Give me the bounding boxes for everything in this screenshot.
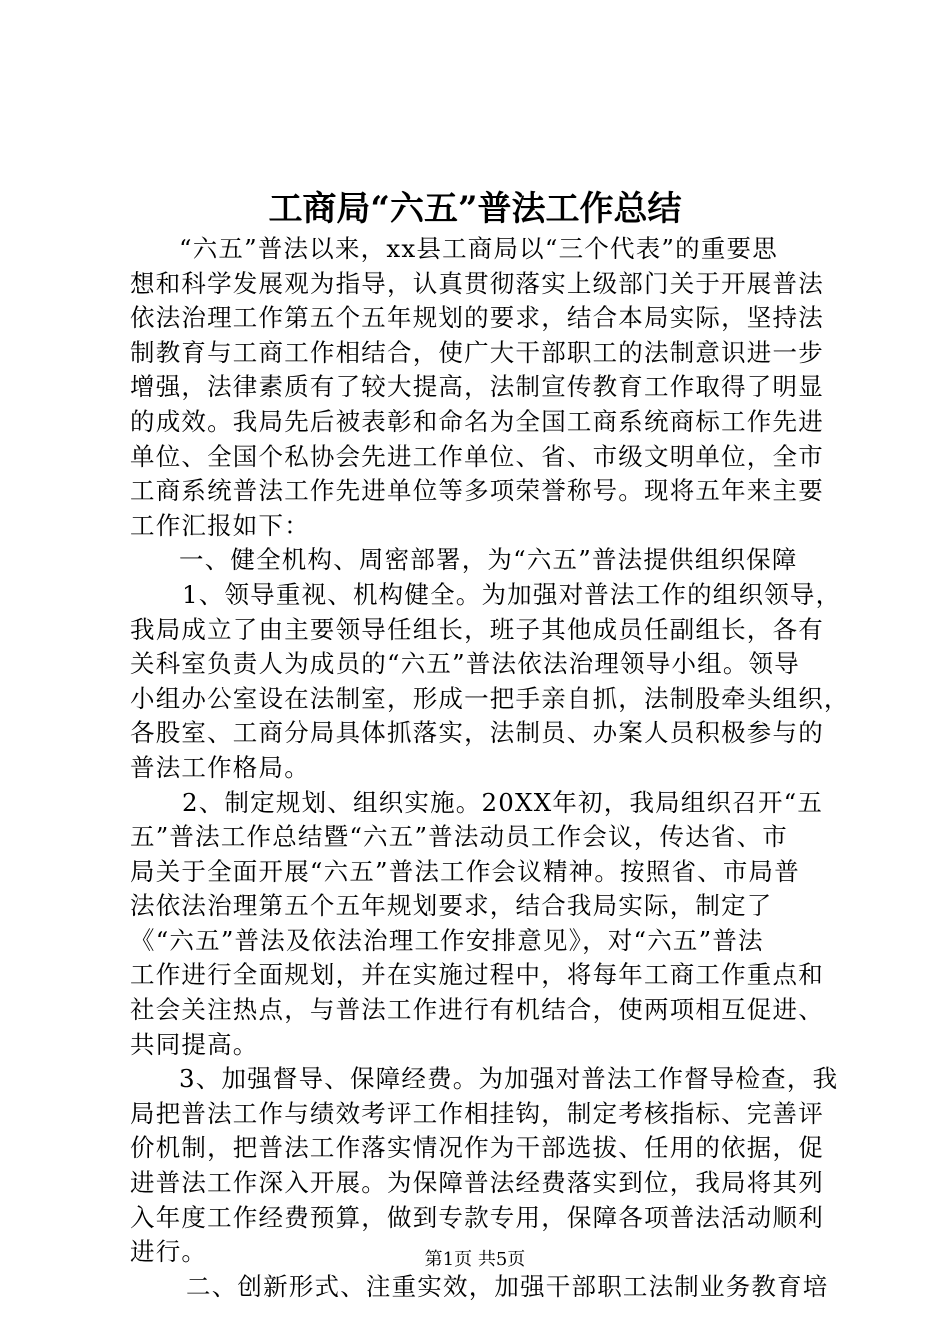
body-line: 价机制，把普法工作落实情况作为干部选拔、任用的依据，促 <box>130 1133 824 1163</box>
body-line: 关科室负责人为成员的“六五”普法依法治理领导小组。领导 <box>130 649 800 679</box>
body-line: 社会关注热点，与普法工作进行有机结合，使两项相互促进、 <box>130 995 824 1025</box>
document-body <box>130 232 850 1304</box>
section-heading: 二、创新形式、注重实效，加强干部职工法制业务教育培 <box>186 1271 829 1301</box>
body-line: 各股室、工商分局具体抓落实，法制员、办案人员积极参与的 <box>130 718 824 748</box>
body-line: 工商系统普法工作先进单位等多项荣誉称号。现将五年来主要 <box>130 476 824 506</box>
body-line: 入年度工作经费预算，做到专款专用，保障各项普法活动顺利 <box>130 1202 824 1232</box>
body-line: 《“六五”普法及依法治理工作安排意见》，对“六五”普法 <box>130 925 764 955</box>
body-line: 想和科学发展观为指导，认真贯彻落实上级部门关于开展普法 <box>130 268 824 298</box>
body-line: 进行。 <box>130 1237 208 1267</box>
body-line: 进普法工作深入开展。为保障普法经费落实到位，我局将其列 <box>130 1168 824 1198</box>
body-line: 依法治理工作第五个五年规划的要求，结合本局实际，坚持法 <box>130 303 824 333</box>
body-line: 2、制定规划、组织实施。20XX年初，我局组织召开“五 <box>182 787 824 817</box>
body-line: 局关于全面开展“六五”普法工作会议精神。按照省、市局普 <box>130 856 800 886</box>
page-number-footer: 第1页 共5页 <box>424 1249 526 1270</box>
section-heading: 一、健全机构、周密部署，为“六五”普法提供组织保障 <box>179 545 798 575</box>
body-line: 普法工作格局。 <box>130 752 310 782</box>
body-line: 工作汇报如下： <box>130 510 310 540</box>
body-line: 1、领导重视、机构健全。为加强对普法工作的组织领导， <box>182 579 842 609</box>
body-line: 3、加强督导、保障经费。为加强对普法工作督导检查，我 <box>179 1064 839 1094</box>
body-line: 工作进行全面规划，并在实施过程中，将每年工商工作重点和 <box>130 960 824 990</box>
body-line: 五”普法工作总结暨“六五”普法动员工作会议，传达省、市 <box>130 822 788 852</box>
body-line: 法依法治理第五个五年规划要求，结合我局实际，制定了 <box>130 891 773 921</box>
body-line: 的成效。我局先后被表彰和命名为全国工商系统商标工作先进 <box>130 406 824 436</box>
body-line: “六五”普法以来，xx县工商局以“三个代表”的重要思 <box>179 234 778 263</box>
body-line: 小组办公室设在法制室，形成一把手亲自抓，法制股牵头组织， <box>130 683 850 713</box>
body-line: 制教育与工商工作相结合，使广大干部职工的法制意识进一步 <box>130 337 824 367</box>
body-line: 单位、全国个私协会先进工作单位、省、市级文明单位，全市 <box>130 441 824 471</box>
body-line: 增强，法律素质有了较大提高，法制宣传教育工作取得了明显 <box>130 372 824 402</box>
document-title: 工商局“六五”普法工作总结 <box>268 189 682 229</box>
body-line: 我局成立了由主要领导任组长，班子其他成员任副组长，各有 <box>130 614 824 644</box>
body-line: 局把普法工作与绩效考评工作相挂钩，制定考核指标、完善评 <box>130 1098 824 1128</box>
body-line: 共同提高。 <box>130 1029 259 1059</box>
